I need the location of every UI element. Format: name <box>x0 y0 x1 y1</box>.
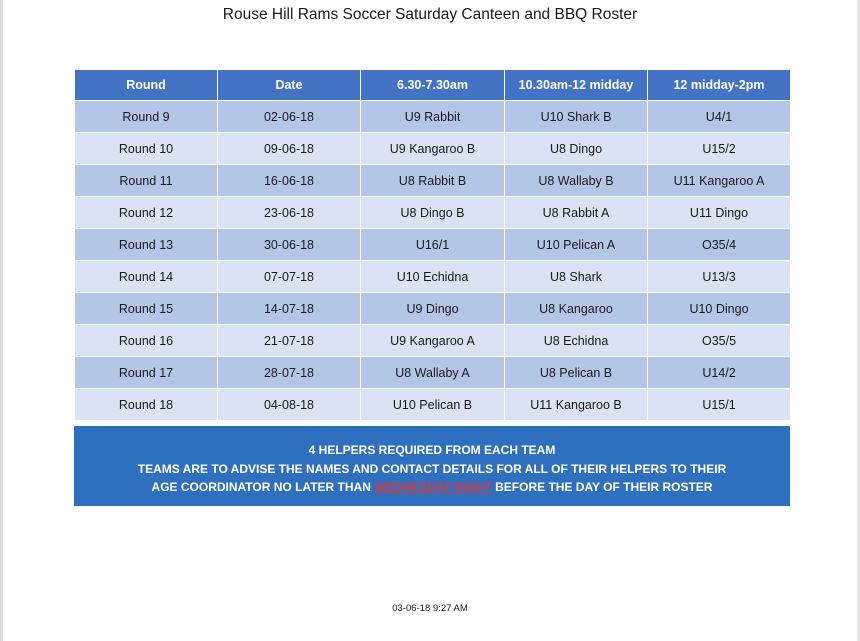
table-row <box>75 357 791 389</box>
cell-date: 23-06-18 <box>218 197 361 229</box>
column-header-midday-slot: 10.30am-12 midday <box>505 70 648 101</box>
cell-early-team: U10 Echidna <box>361 261 505 293</box>
cell-afternoon-team: U11 Dingo <box>648 197 791 229</box>
cell-early-team: U9 Rabbit <box>361 101 505 133</box>
table-row <box>75 165 791 197</box>
notice-deadline-prefix: AGE COORDINATOR NO LATER THAN <box>151 480 371 494</box>
table-row <box>75 133 791 165</box>
cell-midday-team: U8 Pelican B <box>505 357 648 389</box>
cell-early-team: U9 Kangaroo B <box>361 133 505 165</box>
cell-midday-team: U10 Pelican A <box>505 229 648 261</box>
cell-afternoon-team: O35/5 <box>648 325 791 357</box>
cell-afternoon-team: U11 Kangaroo A <box>648 165 791 197</box>
cell-round: Round 11 <box>75 165 218 197</box>
cell-midday-team: U10 Shark B <box>505 101 648 133</box>
table-row <box>75 389 791 421</box>
table-row <box>75 325 791 357</box>
cell-round: Round 16 <box>75 325 218 357</box>
cell-midday-team: U8 Echidna <box>505 325 648 357</box>
helpers-notice-banner <box>74 426 790 506</box>
table-header-row <box>75 70 791 101</box>
table-row <box>75 293 791 325</box>
cell-midday-team: U11 Kangaroo B <box>505 389 648 421</box>
cell-early-team: U16/1 <box>361 229 505 261</box>
page-title: Rouse Hill Rams Soccer Saturday Canteen and BBQ Roster <box>222 6 638 23</box>
cell-early-team: U8 Rabbit B <box>361 165 505 197</box>
cell-date: 21-07-18 <box>218 325 361 357</box>
notice-deadline-suffix: BEFORE THE DAY OF THEIR ROSTER <box>495 480 713 494</box>
cell-date: 02-06-18 <box>218 101 361 133</box>
cell-round: Round 13 <box>75 229 218 261</box>
page-edge-left <box>0 0 3 641</box>
cell-round: Round 18 <box>75 389 218 421</box>
notice-line-advise: TEAMS ARE TO ADVISE THE NAMES AND CONTACT DETAILS FOR ALL OF THEIR HELPERS TO THEIR <box>137 461 727 476</box>
notice-line-deadline <box>74 478 790 497</box>
cell-date: 14-07-18 <box>218 293 361 325</box>
cell-round: Round 10 <box>75 133 218 165</box>
cell-midday-team: U8 Dingo <box>505 133 648 165</box>
cell-afternoon-team: U13/3 <box>648 261 791 293</box>
print-timestamp: 03-06-18 9:27 AM <box>392 603 468 614</box>
cell-date: 16-06-18 <box>218 165 361 197</box>
cell-early-team: U10 Pelican B <box>361 389 505 421</box>
cell-afternoon-team: U14/2 <box>648 357 791 389</box>
column-header-round: Round <box>75 70 218 101</box>
table-row <box>75 261 791 293</box>
notice-deadline-highlight: WEDNESDAY NIGHT <box>374 480 492 494</box>
cell-date: 30-06-18 <box>218 229 361 261</box>
cell-round: Round 15 <box>75 293 218 325</box>
cell-early-team: U8 Wallaby A <box>361 357 505 389</box>
cell-midday-team: U8 Rabbit A <box>505 197 648 229</box>
cell-date: 04-08-18 <box>218 389 361 421</box>
cell-midday-team: U8 Wallaby B <box>505 165 648 197</box>
cell-afternoon-team: U10 Dingo <box>648 293 791 325</box>
cell-round: Round 17 <box>75 357 218 389</box>
cell-afternoon-team: U4/1 <box>648 101 791 133</box>
column-header-date: Date <box>218 70 361 101</box>
notice-line-helpers: 4 HELPERS REQUIRED FROM EACH TEAM <box>308 443 556 457</box>
table-row <box>75 197 791 229</box>
cell-date: 09-06-18 <box>218 133 361 165</box>
table-row <box>75 229 791 261</box>
cell-midday-team: U8 Kangaroo <box>505 293 648 325</box>
cell-date: 07-07-18 <box>218 261 361 293</box>
cell-date: 28-07-18 <box>218 357 361 389</box>
cell-afternoon-team: O35/4 <box>648 229 791 261</box>
cell-round: Round 9 <box>75 101 218 133</box>
column-header-early-slot: 6.30-7.30am <box>361 70 505 101</box>
cell-round: Round 12 <box>75 197 218 229</box>
table-row <box>75 101 791 133</box>
roster-table <box>74 69 791 421</box>
cell-round: Round 14 <box>75 261 218 293</box>
cell-early-team: U8 Dingo B <box>361 197 505 229</box>
cell-early-team: U9 Kangaroo A <box>361 325 505 357</box>
column-header-afternoon-slot: 12 midday-2pm <box>648 70 791 101</box>
cell-midday-team: U8 Shark <box>505 261 648 293</box>
cell-early-team: U9 Dingo <box>361 293 505 325</box>
cell-afternoon-team: U15/1 <box>648 389 791 421</box>
cell-afternoon-team: U15/2 <box>648 133 791 165</box>
